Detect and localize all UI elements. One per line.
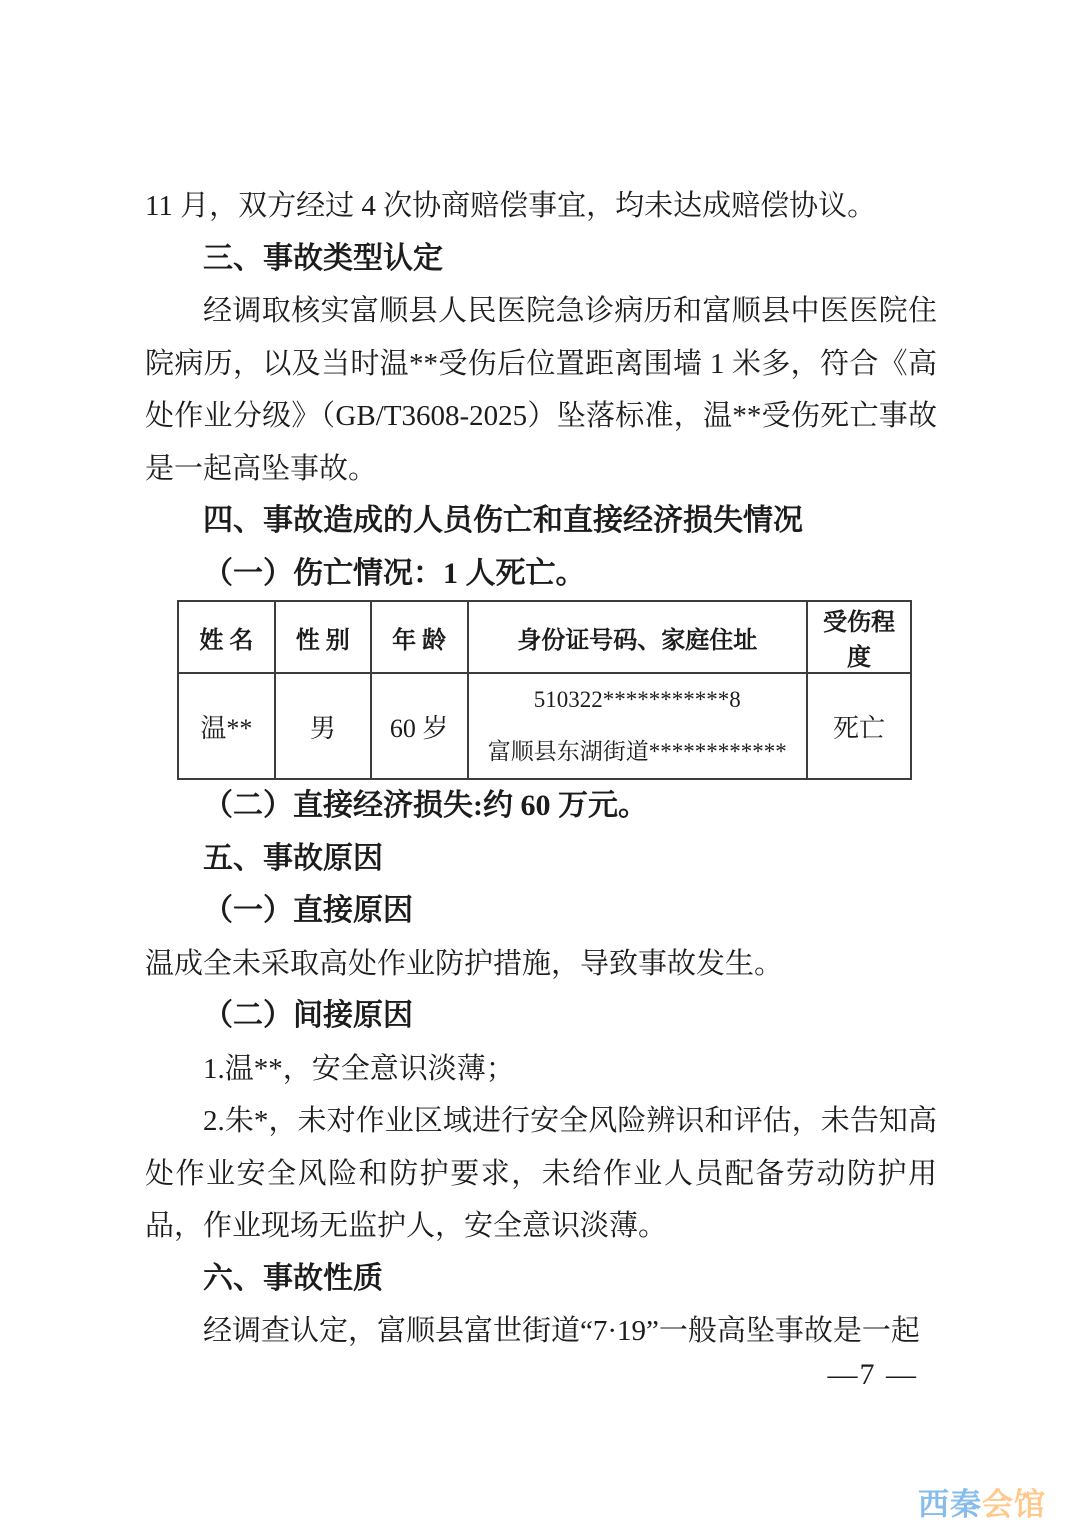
subheading-casualty: （一）伤亡情况：1 人死亡。 xyxy=(203,556,586,590)
paragraph-indirect-cause-2: 2.朱*，未对作业区域进行安全风险辨识和评估，未告知高处作业安全风险和防护要求，未给作业人员配备劳动防护用品，作业现场无监护人，安全意识淡薄。 xyxy=(145,1105,937,1242)
paragraph-direct-cause: 温成全未采取高处作业防护措施，导致事故发生。 xyxy=(145,947,784,980)
cell-id-address xyxy=(468,673,807,779)
col-header-injury: 受伤程度 xyxy=(807,601,911,673)
section-heading-6: 六、事故性质 xyxy=(203,1261,383,1295)
casualty-table xyxy=(177,600,912,780)
casualty-table-data-row xyxy=(178,673,911,779)
subheading-direct-cause: （一）直接原因 xyxy=(203,894,413,927)
home-address: 富顺县东湖街道************ xyxy=(487,739,787,764)
page-number: —7 — xyxy=(827,1358,918,1391)
casualty-table-header-row xyxy=(178,601,911,673)
section-heading-5: 五、事故原因 xyxy=(203,841,383,875)
cell-age: 60 岁 xyxy=(371,673,468,779)
paragraph-compensation: 11 月，双方经过 4 次协商赔偿事宜，均未达成赔偿协议。 xyxy=(145,190,877,222)
paragraph-indirect-cause-1: 1.温**，安全意识淡薄； xyxy=(203,1052,515,1085)
col-header-name: 姓 名 xyxy=(178,601,275,673)
col-header-id-address: 身份证号码、家庭住址 xyxy=(468,601,807,673)
col-header-age: 年 龄 xyxy=(371,601,468,673)
subheading-indirect-cause: （二）间接原因 xyxy=(203,999,413,1032)
subheading-economic-loss: （二）直接经济损失:约 60 万元。 xyxy=(203,789,648,822)
col-header-gender: 性 别 xyxy=(275,601,371,673)
id-number: 510322***********8 xyxy=(533,687,741,712)
cell-gender: 男 xyxy=(275,673,371,779)
cell-name: 温** xyxy=(178,673,275,779)
paragraph-accident-nature: 经调查认定，富顺县富世街道“7·19”一般高坠事故是一起 xyxy=(203,1315,920,1347)
paragraph-accident-type: 经调取核实富顺县人民医院急诊病历和富顺县中医医院住院病历，以及当时温**受伤后位置距离围墙 1 米多，符合《高处作业分级》（GB/T3608-2025）坠落标准，温**受伤死亡事故是一起高坠事故。 xyxy=(145,295,937,485)
cell-injury-level: 死亡 xyxy=(807,673,911,779)
section-heading-3: 三、事故类型认定 xyxy=(203,241,443,275)
section-heading-4: 四、事故造成的人员伤亡和直接经济损失情况 xyxy=(203,504,803,537)
document-body xyxy=(145,0,937,1358)
watermark-part-orange: 会馆 xyxy=(982,1487,1046,1522)
watermark-logo xyxy=(918,1479,1046,1524)
watermark-part-blue: 西秦 xyxy=(918,1487,982,1522)
